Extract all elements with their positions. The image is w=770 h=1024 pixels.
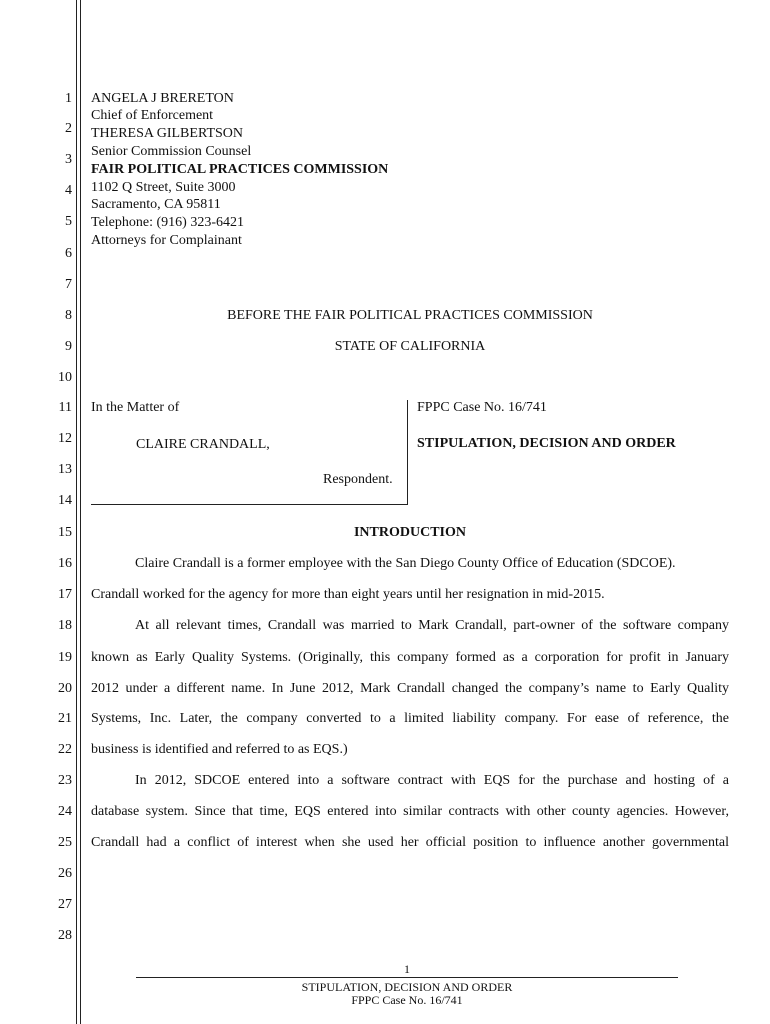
line-number: 9 bbox=[65, 339, 72, 354]
case-number: FPPC Case No. 16/741 bbox=[417, 400, 547, 415]
line-number: 26 bbox=[58, 866, 72, 881]
attorney-title: Chief of Enforcement bbox=[91, 108, 214, 123]
telephone: Telephone: (916) 323-6421 bbox=[91, 215, 244, 230]
attorney-name: THERESA GILBERTSON bbox=[91, 126, 243, 141]
line-number: 1 bbox=[65, 91, 72, 106]
line-number: 22 bbox=[58, 742, 72, 757]
footer-case-number: FPPC Case No. 16/741 bbox=[351, 993, 463, 1007]
address-line: 1102 Q Street, Suite 3000 bbox=[91, 180, 236, 195]
line-number: 7 bbox=[65, 277, 72, 292]
line-number: 25 bbox=[58, 835, 72, 850]
body-line: Claire Crandall is a former employee with the San Diego County Office of Education (SDCOE). bbox=[135, 556, 676, 571]
line-number: 10 bbox=[58, 370, 72, 385]
body-line: database system. Since that time, EQS entered into similar contracts with other county agencies. However, bbox=[91, 804, 729, 819]
line-number: 11 bbox=[58, 400, 72, 415]
line-number: 4 bbox=[65, 183, 72, 198]
line-number: 17 bbox=[58, 587, 72, 602]
line-number: 28 bbox=[58, 928, 72, 943]
line-number: 23 bbox=[58, 773, 72, 788]
body-line: Crandall had a conflict of interest when she used her official position to influence another governmental bbox=[91, 835, 729, 850]
line-number: 8 bbox=[65, 308, 72, 323]
footer-rule bbox=[136, 977, 678, 978]
attorney-name: ANGELA J BRERETON bbox=[91, 91, 234, 106]
section-title: INTRODUCTION bbox=[353, 525, 466, 540]
line-number: 18 bbox=[58, 618, 72, 633]
line-number: 20 bbox=[58, 681, 72, 696]
attorneys-for: Attorneys for Complainant bbox=[91, 233, 242, 248]
line-number: 16 bbox=[58, 556, 72, 571]
footer-title: STIPULATION, DECISION AND ORDER bbox=[301, 980, 513, 994]
page-number: 1 bbox=[404, 962, 410, 976]
state-heading: STATE OF CALIFORNIA bbox=[334, 339, 486, 354]
line-number: 2 bbox=[65, 121, 72, 136]
line-number: 3 bbox=[65, 152, 72, 167]
body-line: Systems, Inc. Later, the company converted to a limited liability company. For ease of reference, the bbox=[91, 711, 729, 726]
document-title: STIPULATION, DECISION AND ORDER bbox=[417, 436, 676, 451]
body-line: 2012 under a different name. In June 2012, Mark Crandall changed the company’s name to Early Quality bbox=[91, 681, 729, 696]
line-number: 6 bbox=[65, 246, 72, 261]
line-number: 24 bbox=[58, 804, 72, 819]
body-line: business is identified and referred to as EQS.) bbox=[91, 742, 348, 757]
address-line: Sacramento, CA 95811 bbox=[91, 197, 221, 212]
respondent-name: CLAIRE CRANDALL, bbox=[136, 437, 270, 452]
agency-name: FAIR POLITICAL PRACTICES COMMISSION bbox=[91, 162, 389, 177]
attorney-title: Senior Commission Counsel bbox=[91, 144, 252, 159]
left-margin-rule-inner bbox=[80, 0, 81, 1024]
in-the-matter: In the Matter of bbox=[91, 400, 180, 415]
line-number: 12 bbox=[58, 431, 72, 446]
line-number: 27 bbox=[58, 897, 72, 912]
body-line: Crandall worked for the agency for more than eight years until her resignation in mid-2015. bbox=[91, 587, 605, 602]
respondent-label: Respondent. bbox=[323, 472, 393, 487]
body-line: In 2012, SDCOE entered into a software contract with EQS for the purchase and hosting of a bbox=[135, 773, 729, 788]
line-number: 13 bbox=[58, 462, 72, 477]
body-line: known as Early Quality Systems. (Originally, this company formed as a corporation for profit in January bbox=[91, 650, 729, 665]
line-number: 5 bbox=[65, 214, 72, 229]
line-number: 21 bbox=[58, 711, 72, 726]
court-heading: BEFORE THE FAIR POLITICAL PRACTICES COMMISSION bbox=[227, 308, 593, 323]
line-number: 14 bbox=[58, 493, 72, 508]
line-number: 19 bbox=[58, 650, 72, 665]
left-margin-rule-outer bbox=[76, 0, 77, 1024]
body-line: At all relevant times, Crandall was married to Mark Crandall, part-owner of the software company bbox=[135, 618, 729, 633]
line-number: 15 bbox=[58, 525, 72, 540]
